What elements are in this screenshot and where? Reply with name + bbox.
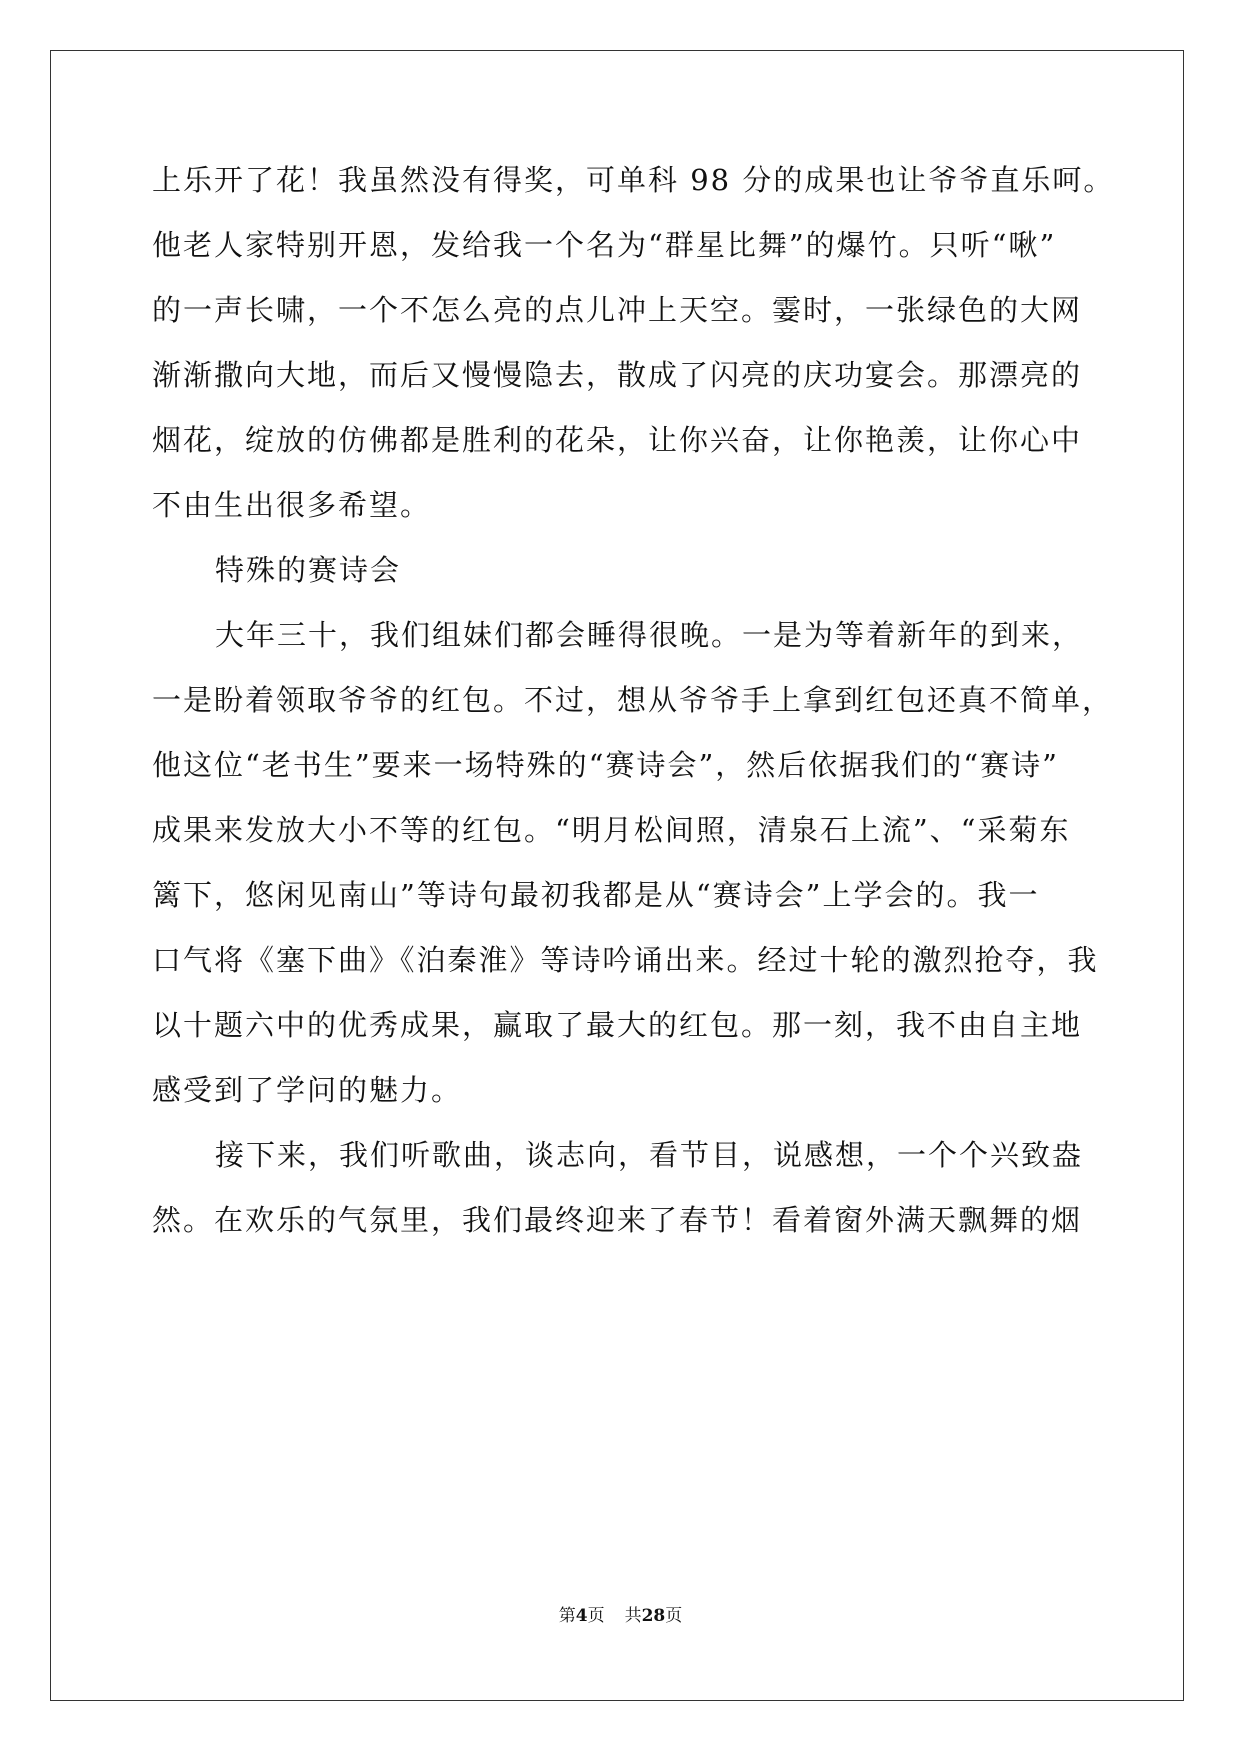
text-line: 的一声长啸，一个不怎么亮的点儿冲上天空。霎时，一张绿色的大网 xyxy=(152,293,1083,327)
text-line: 然。在欢乐的气氛里，我们最终迎来了春节！看着窗外满天飘舞的烟 xyxy=(152,1203,1083,1237)
text-line: 口气将《塞下曲》《泊秦淮》等诗吟诵出来。经过十轮的激烈抢夺，我 xyxy=(152,943,1099,977)
page-number: 4 xyxy=(575,1606,588,1626)
text-line: 接下来，我们听歌曲，谈志向，看节目，说感想，一个个兴致盎 xyxy=(215,1138,1084,1172)
text-line: 一是盼着领取爷爷的红包。不过，想从爷爷手上拿到红包还真不简单， xyxy=(152,683,1114,717)
text-line: 篱下，悠闲见南山”等诗句最初我都是从“赛诗会”上学会的。我一 xyxy=(152,878,1040,912)
text-line: 大年三十，我们组妹们都会睡得很晚。一是为等着新年的到来， xyxy=(215,618,1084,652)
text-line: 他这位“老书生”要来一场特殊的“赛诗会”，然后依据我们的“赛诗” xyxy=(152,748,1059,782)
footer-page-word: 页 xyxy=(587,1606,605,1626)
text-line: 不由生出很多希望。 xyxy=(152,488,432,522)
document-body xyxy=(152,148,1115,1253)
footer-total-prefix: 共 xyxy=(624,1606,642,1626)
section-heading: 特殊的赛诗会 xyxy=(215,553,402,587)
footer-total-word: 页 xyxy=(665,1606,683,1626)
text-line: 感受到了学问的魅力。 xyxy=(152,1073,463,1107)
text-line: 以十题六中的优秀成果，赢取了最大的红包。那一刻，我不由自主地 xyxy=(152,1008,1083,1042)
text-line: 烟花，绽放的仿佛都是胜利的花朵，让你兴奋，让你艳羡，让你心中 xyxy=(152,423,1083,457)
total-pages: 28 xyxy=(641,1606,666,1626)
text-line: 上乐开了花！我虽然没有得奖，可单科 98 分的成果也让爷爷直乐呵。 xyxy=(152,163,1115,197)
text-line: 渐渐撒向大地，而后又慢慢隐去，散成了闪亮的庆功宴会。那漂亮的 xyxy=(152,358,1083,392)
page-footer xyxy=(0,1601,1241,1626)
text-line: 成果来发放大小不等的红包。“明月松间照，清泉石上流”、“采菊东 xyxy=(152,813,1071,847)
text-line: 他老人家特别开恩，发给我一个名为“群星比舞”的爆竹。只听“啾” xyxy=(152,228,1057,262)
footer-prefix: 第 xyxy=(558,1606,576,1626)
